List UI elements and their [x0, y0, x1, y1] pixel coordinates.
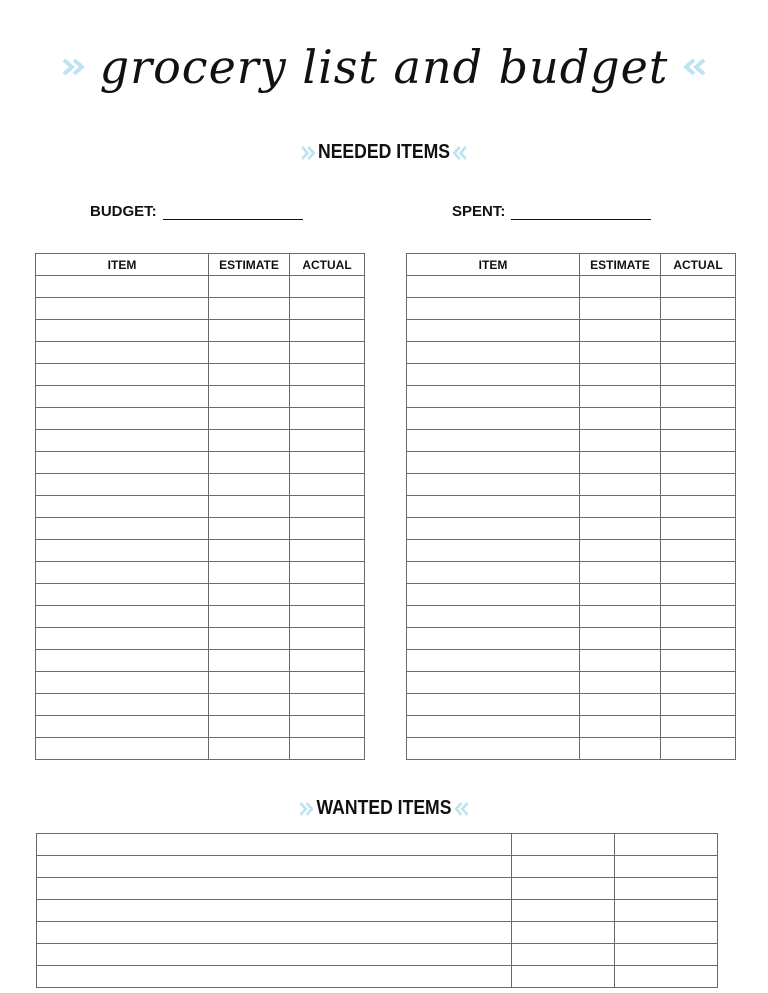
table-cell[interactable] [290, 584, 365, 606]
table-cell[interactable] [580, 562, 661, 584]
table-row [407, 364, 736, 386]
table-cell[interactable] [37, 834, 512, 856]
table-cell[interactable] [615, 878, 718, 900]
table-cell[interactable] [661, 738, 736, 760]
table-cell[interactable] [661, 694, 736, 716]
table-cell[interactable] [580, 342, 661, 364]
table-cell[interactable] [290, 474, 365, 496]
table-row [407, 518, 736, 540]
table-row [407, 298, 736, 320]
table-cell[interactable] [36, 738, 209, 760]
table-row [36, 408, 365, 430]
table-row [407, 540, 736, 562]
table-row [407, 650, 736, 672]
column-header-estimate: ESTIMATE [580, 254, 661, 276]
table-cell[interactable] [290, 716, 365, 738]
table-cell[interactable] [290, 298, 365, 320]
table-cell[interactable] [407, 518, 580, 540]
table-cell[interactable] [290, 496, 365, 518]
table-cell[interactable] [512, 922, 615, 944]
table-cell[interactable] [290, 452, 365, 474]
table-row [36, 540, 365, 562]
table-cell[interactable] [661, 474, 736, 496]
wanted-items-table [36, 833, 718, 988]
table-cell[interactable] [209, 298, 290, 320]
table-cell[interactable] [290, 342, 365, 364]
table-cell[interactable] [36, 606, 209, 628]
table-cell[interactable] [580, 672, 661, 694]
budget-label: BUDGET: [90, 203, 157, 220]
table-row [407, 452, 736, 474]
table-cell[interactable] [407, 540, 580, 562]
chevron-right-icon [62, 58, 90, 76]
table-row [407, 628, 736, 650]
table-cell[interactable] [36, 628, 209, 650]
table-cell[interactable] [290, 562, 365, 584]
page-header [0, 22, 768, 112]
table-cell[interactable] [580, 716, 661, 738]
table-cell[interactable] [36, 298, 209, 320]
page-title: grocery list and budget [99, 40, 669, 94]
table-cell[interactable] [36, 496, 209, 518]
table-cell[interactable] [290, 672, 365, 694]
table-row [407, 430, 736, 452]
table-cell[interactable] [36, 452, 209, 474]
table-row [36, 628, 365, 650]
table-row [37, 966, 718, 988]
table-row [36, 320, 365, 342]
table-cell[interactable] [37, 944, 512, 966]
table-cell[interactable] [407, 342, 580, 364]
needed-items-table-right [406, 253, 736, 760]
table-cell[interactable] [290, 386, 365, 408]
table-row [36, 298, 365, 320]
table-header-row [36, 254, 365, 276]
table-cell[interactable] [580, 584, 661, 606]
table-cell[interactable] [209, 342, 290, 364]
table-cell[interactable] [36, 562, 209, 584]
budget-input-line[interactable] [163, 205, 303, 220]
table-cell[interactable] [36, 386, 209, 408]
table-cell[interactable] [407, 716, 580, 738]
table-cell[interactable] [36, 364, 209, 386]
table-cell[interactable] [36, 430, 209, 452]
table-row [407, 716, 736, 738]
chevron-left-icon [453, 801, 469, 817]
table-cell[interactable] [290, 518, 365, 540]
table-cell[interactable] [37, 922, 512, 944]
table-cell[interactable] [661, 518, 736, 540]
table-cell[interactable] [407, 430, 580, 452]
table-cell[interactable] [661, 386, 736, 408]
table-cell[interactable] [407, 364, 580, 386]
table-cell[interactable] [37, 900, 512, 922]
table-cell[interactable] [407, 562, 580, 584]
table-cell[interactable] [580, 320, 661, 342]
table-cell[interactable] [290, 628, 365, 650]
column-header-item: ITEM [36, 254, 209, 276]
table-cell[interactable] [615, 966, 718, 988]
needed-items-table-left [35, 253, 365, 760]
table-cell[interactable] [580, 298, 661, 320]
table-cell[interactable] [36, 672, 209, 694]
table-row [407, 606, 736, 628]
column-header-item: ITEM [407, 254, 580, 276]
table-row [36, 694, 365, 716]
table-cell[interactable] [512, 900, 615, 922]
table-cell[interactable] [209, 716, 290, 738]
chevron-right-icon [299, 801, 315, 817]
table-cell[interactable] [209, 496, 290, 518]
table-cell[interactable] [209, 276, 290, 298]
table-cell[interactable] [209, 540, 290, 562]
table-cell[interactable] [407, 584, 580, 606]
table-row [36, 276, 365, 298]
table-cell[interactable] [661, 364, 736, 386]
table-cell[interactable] [209, 364, 290, 386]
table-cell[interactable] [661, 628, 736, 650]
table-cell[interactable] [36, 342, 209, 364]
table-cell[interactable] [36, 518, 209, 540]
table-row [407, 408, 736, 430]
table-cell[interactable] [407, 320, 580, 342]
table-cell[interactable] [661, 276, 736, 298]
table-row [36, 650, 365, 672]
table-cell[interactable] [580, 408, 661, 430]
wanted-items-heading [46, 797, 722, 820]
table-row [36, 518, 365, 540]
table-cell[interactable] [407, 408, 580, 430]
table-cell[interactable] [36, 320, 209, 342]
table-cell[interactable] [661, 298, 736, 320]
table-cell[interactable] [661, 342, 736, 364]
table-cell[interactable] [209, 518, 290, 540]
table-cell[interactable] [290, 320, 365, 342]
table-row [407, 496, 736, 518]
table-row [36, 738, 365, 760]
table-cell[interactable] [36, 540, 209, 562]
table-cell[interactable] [512, 878, 615, 900]
table-cell[interactable] [37, 966, 512, 988]
table-row [407, 474, 736, 496]
spent-label: SPENT: [452, 203, 506, 220]
table-cell[interactable] [407, 606, 580, 628]
table-cell[interactable] [512, 944, 615, 966]
table-row [407, 276, 736, 298]
table-cell[interactable] [407, 672, 580, 694]
table-cell[interactable] [407, 650, 580, 672]
column-header-estimate: ESTIMATE [209, 254, 290, 276]
table-cell[interactable] [407, 276, 580, 298]
spent-field[interactable] [452, 203, 651, 220]
table-cell[interactable] [661, 408, 736, 430]
table-cell[interactable] [661, 320, 736, 342]
table-row [37, 922, 718, 944]
table-cell[interactable] [580, 540, 661, 562]
column-header-actual: ACTUAL [290, 254, 365, 276]
table-cell[interactable] [407, 496, 580, 518]
spent-input-line[interactable] [511, 205, 651, 220]
table-row [407, 584, 736, 606]
table-cell[interactable] [407, 298, 580, 320]
chevron-right-icon [300, 145, 316, 161]
table-cell[interactable] [36, 584, 209, 606]
table-cell[interactable] [512, 856, 615, 878]
table-cell[interactable] [209, 430, 290, 452]
table-cell[interactable] [580, 452, 661, 474]
table-cell[interactable] [580, 606, 661, 628]
table-cell[interactable] [209, 584, 290, 606]
table-cell[interactable] [209, 386, 290, 408]
table-cell[interactable] [615, 856, 718, 878]
table-cell[interactable] [580, 518, 661, 540]
table-cell[interactable] [580, 474, 661, 496]
table-cell[interactable] [36, 276, 209, 298]
table-cell[interactable] [580, 628, 661, 650]
table-cell[interactable] [36, 694, 209, 716]
table-cell[interactable] [407, 386, 580, 408]
table-cell[interactable] [407, 452, 580, 474]
table-row [37, 856, 718, 878]
table-header-row [407, 254, 736, 276]
table-row [36, 496, 365, 518]
table-cell[interactable] [209, 738, 290, 760]
table-row [36, 584, 365, 606]
table-cell[interactable] [290, 738, 365, 760]
table-cell[interactable] [209, 562, 290, 584]
table-row [407, 672, 736, 694]
table-cell[interactable] [580, 650, 661, 672]
table-cell[interactable] [209, 606, 290, 628]
table-cell[interactable] [209, 628, 290, 650]
table-cell[interactable] [580, 364, 661, 386]
chevron-left-icon [452, 145, 468, 161]
table-cell[interactable] [37, 856, 512, 878]
needed-items-label: NEEDED ITEMS [317, 141, 451, 163]
table-cell[interactable] [209, 452, 290, 474]
table-cell[interactable] [661, 672, 736, 694]
table-cell[interactable] [615, 900, 718, 922]
table-cell[interactable] [407, 738, 580, 760]
table-cell[interactable] [580, 430, 661, 452]
table-cell[interactable] [512, 834, 615, 856]
table-row [37, 944, 718, 966]
table-row [407, 738, 736, 760]
table-row [36, 474, 365, 496]
table-cell[interactable] [290, 276, 365, 298]
table-row [37, 834, 718, 856]
table-row [36, 342, 365, 364]
table-cell[interactable] [407, 628, 580, 650]
table-cell[interactable] [580, 694, 661, 716]
table-cell[interactable] [661, 650, 736, 672]
table-cell[interactable] [580, 386, 661, 408]
table-cell[interactable] [661, 496, 736, 518]
table-cell[interactable] [580, 496, 661, 518]
table-cell[interactable] [36, 474, 209, 496]
table-cell[interactable] [290, 364, 365, 386]
table-cell[interactable] [661, 606, 736, 628]
table-cell[interactable] [580, 738, 661, 760]
table-cell[interactable] [615, 944, 718, 966]
table-row [407, 320, 736, 342]
table-row [36, 672, 365, 694]
table-row [407, 694, 736, 716]
table-cell[interactable] [36, 716, 209, 738]
table-row [407, 386, 736, 408]
table-row [36, 606, 365, 628]
table-cell[interactable] [615, 922, 718, 944]
needed-items-heading [46, 141, 722, 164]
table-row [407, 342, 736, 364]
table-cell[interactable] [290, 694, 365, 716]
table-cell[interactable] [209, 408, 290, 430]
table-row [407, 562, 736, 584]
table-cell[interactable] [661, 562, 736, 584]
table-cell[interactable] [661, 716, 736, 738]
table-cell[interactable] [209, 650, 290, 672]
table-row [36, 386, 365, 408]
table-cell[interactable] [36, 408, 209, 430]
table-cell[interactable] [37, 878, 512, 900]
table-cell[interactable] [209, 474, 290, 496]
table-cell[interactable] [580, 276, 661, 298]
table-cell[interactable] [407, 474, 580, 496]
wanted-items-label: WANTED ITEMS [316, 797, 452, 819]
table-cell[interactable] [290, 650, 365, 672]
table-cell[interactable] [407, 694, 580, 716]
table-cell[interactable] [661, 452, 736, 474]
table-row [36, 430, 365, 452]
chevron-left-icon [678, 58, 706, 76]
table-row [36, 452, 365, 474]
table-row [37, 900, 718, 922]
table-cell[interactable] [209, 694, 290, 716]
table-cell[interactable] [661, 540, 736, 562]
table-cell[interactable] [512, 966, 615, 988]
table-row [36, 364, 365, 386]
table-cell[interactable] [209, 320, 290, 342]
table-cell[interactable] [615, 834, 718, 856]
table-row [36, 562, 365, 584]
table-cell[interactable] [290, 540, 365, 562]
table-row [37, 878, 718, 900]
budget-field[interactable] [90, 203, 303, 220]
table-cell[interactable] [290, 408, 365, 430]
column-header-actual: ACTUAL [661, 254, 736, 276]
table-row [36, 716, 365, 738]
table-cell[interactable] [209, 672, 290, 694]
table-cell[interactable] [661, 584, 736, 606]
table-cell[interactable] [290, 430, 365, 452]
table-cell[interactable] [36, 650, 209, 672]
table-cell[interactable] [661, 430, 736, 452]
table-cell[interactable] [290, 606, 365, 628]
